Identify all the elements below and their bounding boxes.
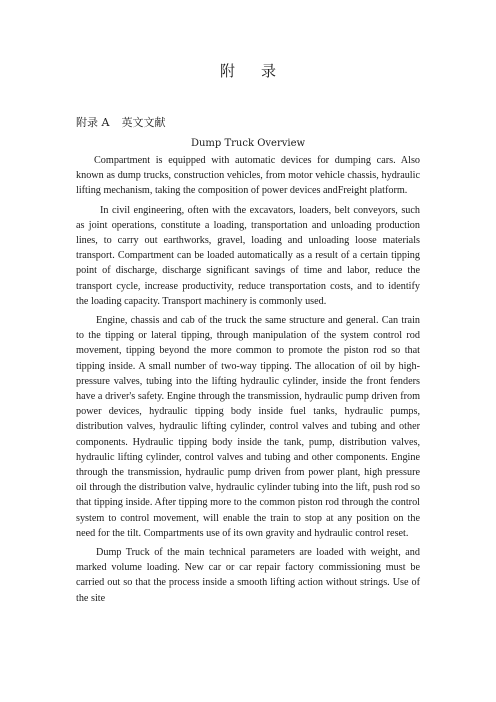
paragraph: Dump Truck of the main technical parameters are loaded with weight, and marked volume loading. New car or car repair factory commissioning must be carried out so that the process inside a smooth lifting action without strings. Use of the site bbox=[76, 547, 420, 604]
paragraph: Engine, chassis and cab of the truck the same structure and general. Can train to the tipping or lateral tipping, through manipulation of the system control rod movement, tipping beyond the more common to promote the piston rod so that tipping inside. A small number of two-way tipping. The allocation of oil by high-pressure valves, tubing into the lifting hydraulic cylinder, inside the front fenders have a driver's safety. Engine through the transmission, hydraulic pump driven from power devices, hydraulic tipping body inside fuel tanks, hydraulic pumps, distribution valves, hydraulic lifting cylinder, control valves and tubing and other components. Hydraulic tipping body inside the tank, pump, distribution valves, hydraulic lifting cylinder, control valves and tubing and other components. Engine through the transmission, hydraulic pump driven from power plant, high pressure oil through the distribution valve, hydraulic cylinder tubing into the lift, push rod so that tipping inside. After tipping more to the common piston rod through the control system to control movement, will enable the train to stop at any position on the need for the tilt. Compartments use of its own gravity and hydraulic control reset. bbox=[76, 315, 420, 539]
article-title: Dump Truck Overview bbox=[190, 138, 306, 149]
page-title-char-1: 附 bbox=[219, 62, 235, 80]
appendix-number: 附录 A bbox=[76, 116, 110, 129]
page-title-char-2: 录 bbox=[261, 62, 277, 80]
appendix-title: 英文文献 bbox=[121, 116, 166, 129]
appendix-heading bbox=[76, 114, 165, 130]
page-title bbox=[0, 60, 496, 81]
paragraph: Compartment is equipped with automatic devices for dumping cars. Also known as dump trucks, construction vehicles, from motor vehicle chassis, hydraulic lifting mechanism, taking the composition of power devices andFreight platform. bbox=[76, 155, 420, 197]
article-body bbox=[76, 153, 420, 609]
paragraph: In civil engineering, often with the excavators, loaders, belt conveyors, such as joint operations, constitute a loading, transportation and unloading production lines, to carry out earthworks, gravel, loading and unloading loose materials transport. Compartment can be loaded automatically as a result of a certain tipping point of discharge, discharge significant savings of time and labor, reduce the transport cycle, increase productivity, reduce transportation costs, and to identify the loading capacity. Transport machinery is commonly used. bbox=[76, 204, 420, 307]
